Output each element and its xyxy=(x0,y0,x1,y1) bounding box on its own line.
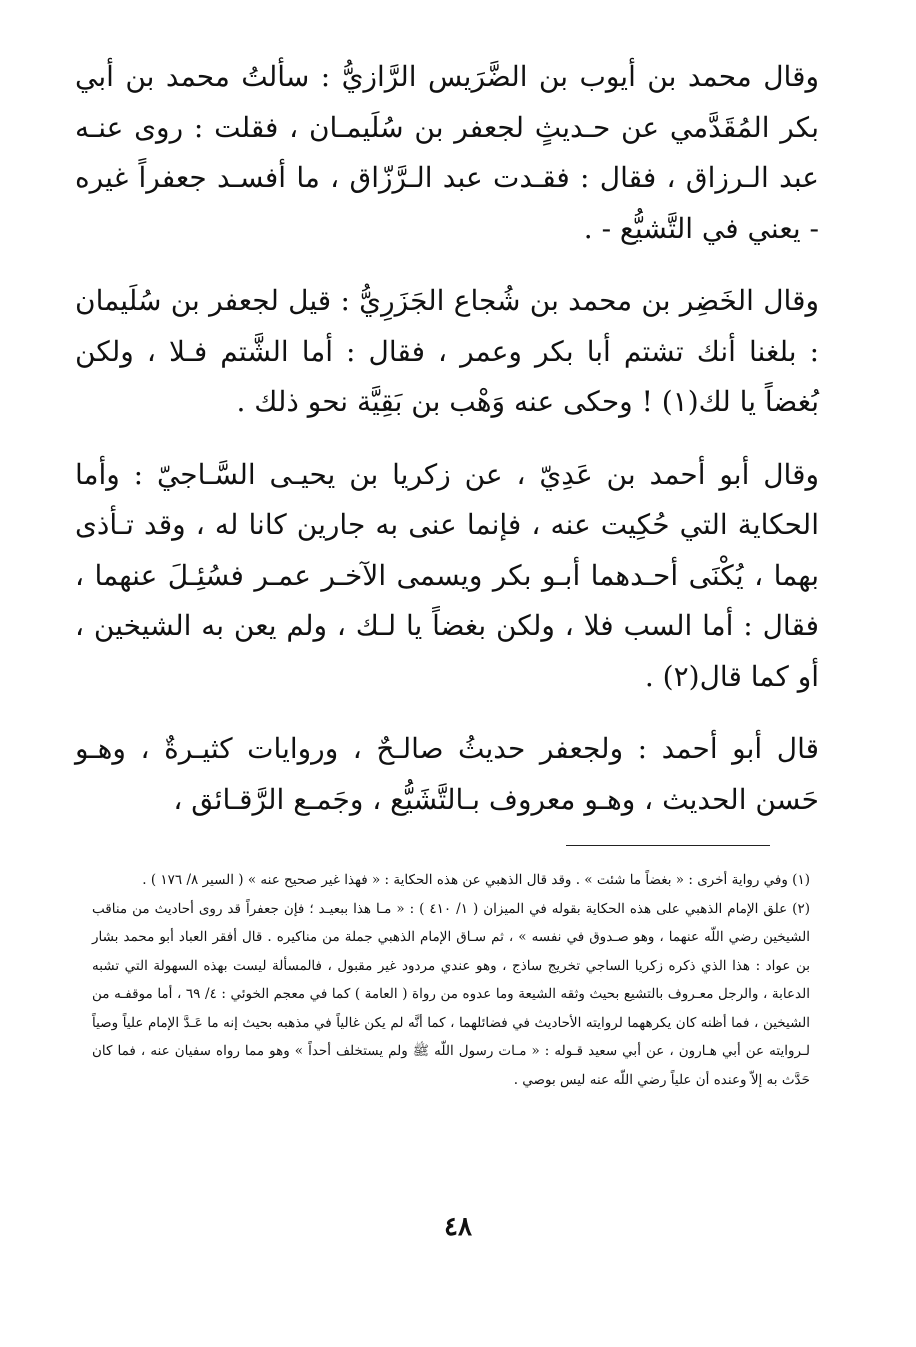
paragraph-3: وقال أبو أحمد بن عَدِيّ ، عن زكريا بن يحيـى السَّـاجيّ : وأما الحكاية التي حُكِيت عنه ، فإنما عنى به جارين كانا له ، وقد تـأذى بهما ، يُكْنَى أحـدهما أبـو بكر ويسمى الآخـر عمـر فسُئِـلَ عنهما ، فقال : أما السب فلا ، ولكن بغضاً يا لـك ، ولم يعن به الشيخين ، أو كما قال(٢) . xyxy=(75,457,819,693)
main-text xyxy=(75,52,819,825)
footnote-separator xyxy=(566,845,770,846)
footnote-1: (١) وفي رواية أخرى : « بغضاً ما شئت » . وقد قال الذهبي عن هذه الحكاية : « فهذا غير صحيح عنه » ( السير ٨/ ١٧٦ ) . xyxy=(142,872,810,888)
paragraph-2: وقال الخَضِر بن محمد بن شُجاع الجَزَرِيُّ : قيل لجعفر بن سُلَيمان : بلغنا أنك تشتم أبا بكر وعمر ، فقال : أما الشَّتم فـلا ، ولكن بُغضاً يا لك(١) ! وحكى عنه وَهْب بن بَقِيَّة نحو ذلك . xyxy=(75,284,819,418)
paragraph-1: وقال محمد بن أيوب بن الضَّرَيس الرَّازيُّ : سألتُ محمد بن أبي بكر المُقَدَّمي عن حـديثٍ لجعفر بن سُلَيمـان ، فقلت : روى عنـه عبد الـرزاق ، فقال : فقـدت عبد الـرَّزّاق ، ما أفسـد جعفراً غيره - يعني في التَّشيُّع - . xyxy=(75,60,819,245)
footnotes xyxy=(92,866,810,1094)
paragraph-4: قال أبو أحمد : ولجعفر حديثُ صالـحٌ ، وروايات كثيـرةٌ ، وهـو حَسن الحديث ، وهـو معروف بـالتَّشَيُّع ، وجَمـع الرَّقـائق ، xyxy=(75,732,819,816)
footnote-2: (٢) علق الإمام الذهبي على هذه الحكاية بقوله في الميزان ( ١/ ٤١٠ ) : « مـا هذا ببعيـد ؛ فإن جعفراً قد روى أحاديث من مناقب الشيخين رضي اللّه عنهما ، وهو صـدوق في نفسه » ، ثم سـاق الإمام الذهبي جملة من مناكيره . قال أفقر العباد أبو محمد بشار بن عواد : هذا الذي ذكره زكريا الساجي تخريج ساذج ، وهو عندي مردود غير مقبول ، فالمسألة ليست بهذه السهولة التي تشبه الدعابة ، والرجل معـروف بالتشيع بحيث وثقه الشيعة وما عدوه من رواة ( العامة ) كما في معجم الخوئي : ٤/ ٦٩ ، أما موقفـه من الشيخين ، فما أظنه كان يكرههما لروايته الأحاديث في فضائلهما ، كما أنَّه لم يكن غالياً في مذهبه بحيث إنه ما عَـدَّ الإمام علياً وصياً لـروايته عن أبي هـارون ، عن أبي سعيد قـوله : « مـات رسول اللّه ﷺ ولم يستخلف أحداً » وهو مما رواه سفيان عنه ، فما كان حَدَّث به إلاّ وعنده أن علياً رضي اللّه عنه ليس بوصي . xyxy=(92,900,810,1088)
page-number: ٤٨ xyxy=(444,1212,472,1242)
